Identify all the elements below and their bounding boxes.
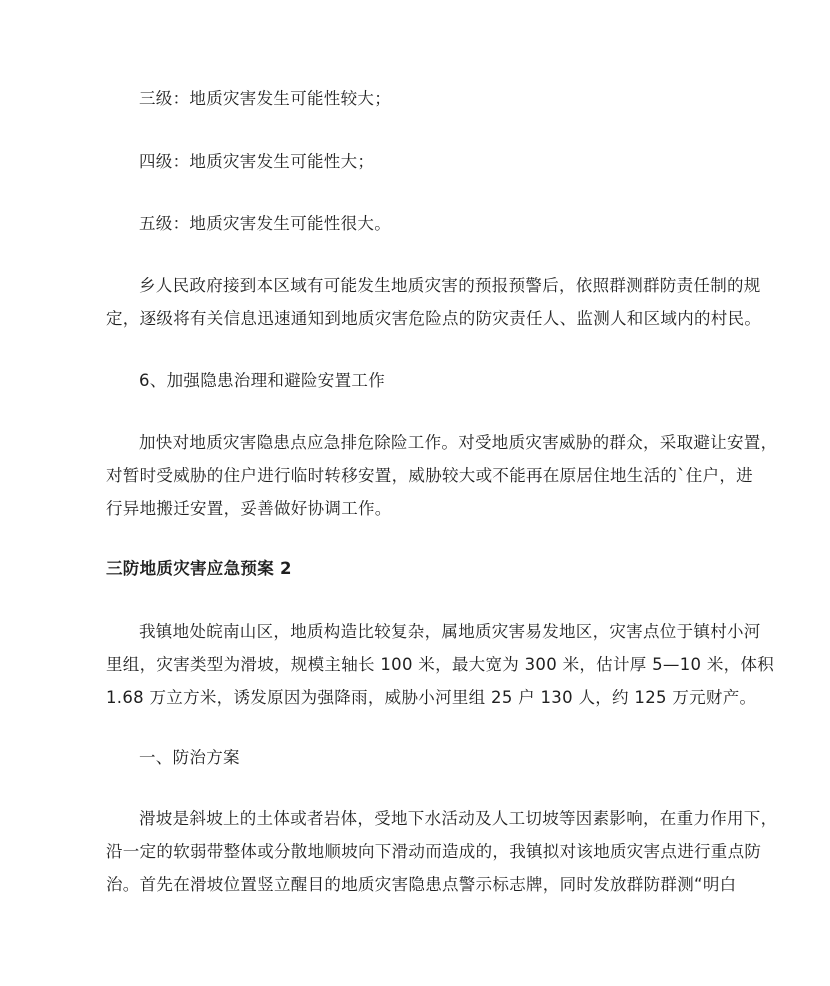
plan2-intro-line-3: 1.68 万立方米，诱发原因为强降雨，威胁小河里组 25 户 130 人，约 125 万元财产。 <box>106 688 757 707</box>
level-four-line <box>106 145 746 178</box>
level-three-line <box>106 82 746 115</box>
section6-line-1: 加快对地质灾害隐患点应急排危除险工作。对受地质灾害威胁的群众，采取避让安置， <box>139 433 778 452</box>
plan2-intro-paragraph <box>106 615 775 714</box>
section6-title-text: 6、加强隐患治理和避险安置工作 <box>139 371 385 390</box>
plan2-intro-line-1: 我镇地处皖南山区，地质构造比较复杂，属地质灾害易发地区，灾害点位于镇村小河 <box>139 622 761 641</box>
level-four-text: 四级：地质灾害发生可能性大； <box>139 152 375 171</box>
level-three-text: 三级：地质灾害发生可能性较大； <box>139 89 391 108</box>
section6-line-3: 行异地搬迁安置，妥善做好协调工作。 <box>106 499 392 518</box>
plan2-heading-text: 三防地质灾害应急预案 2 <box>106 559 292 578</box>
level-five-line <box>106 207 746 240</box>
part1-title <box>106 741 746 774</box>
part1-title-text: 一、防治方案 <box>139 748 240 767</box>
section6-title <box>106 364 746 397</box>
part1-line-3: 治。首先在滑坡位置竖立醒目的地质灾害隐患点警示标志牌，同时发放群防群测“明白 <box>106 875 737 894</box>
notice-line-2: 定，逐级将有关信息迅速通知到地质灾害危险点的防灾责任人、监测人和区域内的村民。 <box>106 309 762 328</box>
part1-line-2: 沿一定的软弱带整体或分散地顺坡向下滑动而造成的，我镇拟对该地质灾害点进行重点防 <box>106 842 762 861</box>
part1-paragraph <box>106 802 778 901</box>
section6-paragraph <box>106 426 778 525</box>
notice-paragraph <box>106 269 762 335</box>
level-five-text: 五级：地质灾害发生可能性很大。 <box>139 214 391 233</box>
plan2-intro-line-2: 里组，灾害类型为滑坡，规模主轴长 100 米，最大宽为 300 米，估计厚 5—10 米，体积 <box>106 655 775 674</box>
section6-line-2: 对暂时受威胁的住户进行临时转移安置，威胁较大或不能再在原居住地生活的`住户，进 <box>106 466 753 485</box>
part1-line-1: 滑坡是斜坡上的土体或者岩体，受地下水活动及人工切坡等因素影响，在重力作用下， <box>139 809 778 828</box>
plan2-heading <box>106 552 746 585</box>
notice-line-1: 乡人民政府接到本区域有可能发生地质灾害的预报预警后，依照群测群防责任制的规 <box>139 276 761 295</box>
